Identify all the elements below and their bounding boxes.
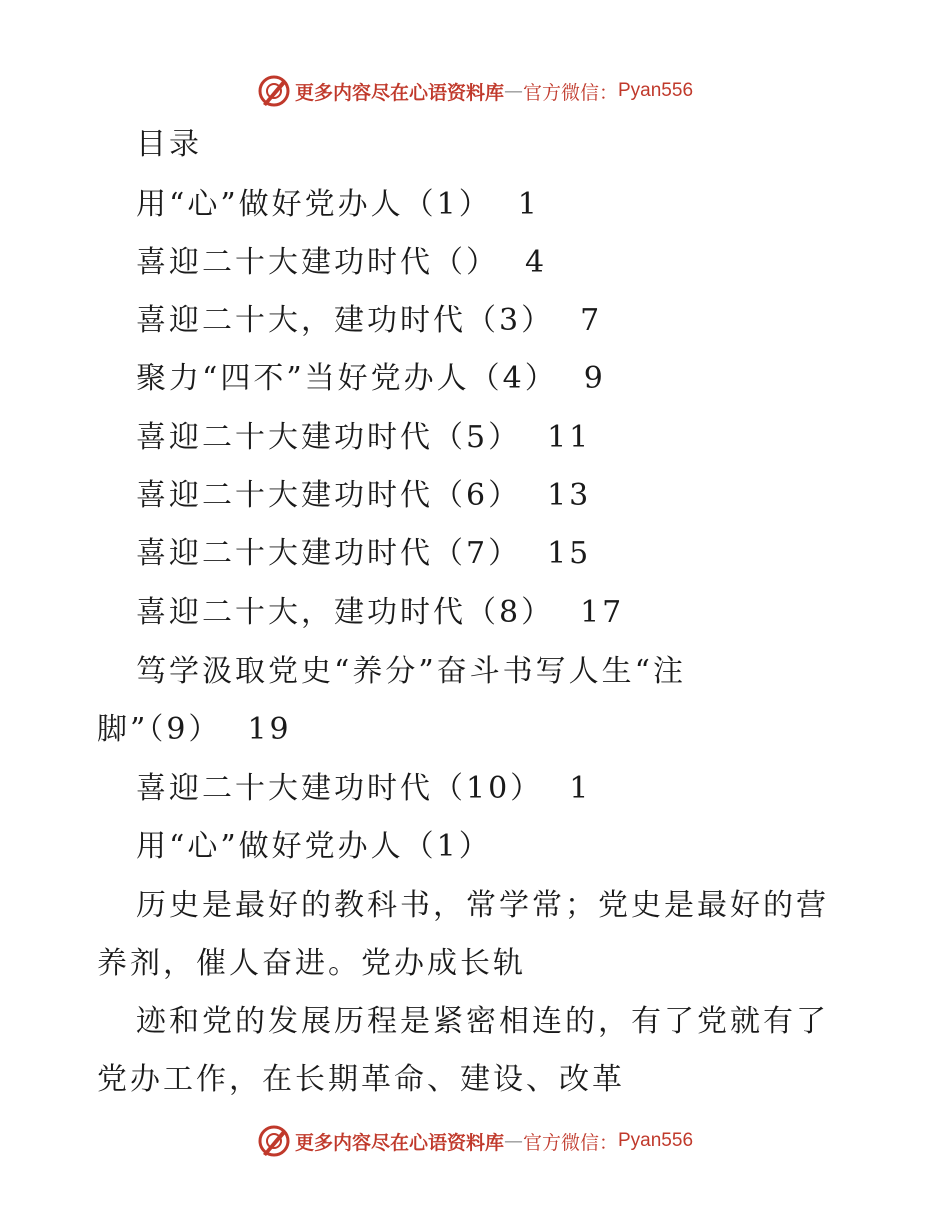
toc-entry-page: 1	[517, 187, 540, 222]
toc-entry[interactable]	[136, 476, 896, 516]
watermark-wechat-label: 官方微信：	[522, 81, 618, 104]
toc-entry-page: 9	[583, 361, 606, 396]
paragraph-2-line-2: 党办工作，在长期革命、建设、改革	[97, 1062, 625, 1097]
toc-entry[interactable]	[136, 534, 896, 574]
section-title: 用“心”做好党办人（1）	[136, 829, 492, 864]
paragraph-1-line-1: 历史是最好的教科书，常学常；党史是最好的营	[136, 888, 829, 923]
watermark-account: Pyan556	[618, 1130, 694, 1151]
paragraph-1-line-2: 养剂，催人奋进。党办成长轨	[97, 946, 526, 981]
toc-entry-title: 喜迎二十大，建功时代（8）	[136, 595, 555, 630]
toc-entry[interactable]	[136, 301, 896, 341]
quill-logo-icon	[257, 1124, 291, 1158]
toc-entry-long-line1[interactable]: 笃学汲取党史“养分”奋斗书写人生“注	[136, 654, 687, 689]
toc-entry-page: 7	[580, 303, 603, 338]
toc-entry-page: 13	[547, 478, 592, 513]
toc-entry-title: 喜迎二十大建功时代（7）	[136, 536, 522, 571]
toc-heading: 目录	[136, 127, 202, 162]
toc-entry-title: 喜迎二十大建功时代（5）	[136, 420, 522, 455]
toc-entry-title: 喜迎二十大，建功时代（3）	[136, 303, 555, 338]
watermark-brand: 更多内容尽在心语资料库	[294, 1131, 504, 1154]
toc-entry-title: 喜迎二十大建功时代（）	[136, 245, 499, 280]
toc-entry-title: 喜迎二十大建功时代（10）	[136, 771, 544, 806]
toc-entry[interactable]	[136, 769, 896, 809]
toc-entry-page: 17	[580, 595, 625, 630]
toc-entry[interactable]	[136, 185, 896, 225]
toc-entry-page: 4	[525, 245, 548, 280]
watermark-wechat-label: 官方微信：	[522, 1131, 618, 1154]
toc-entry-title: 脚”（9）	[97, 712, 222, 747]
watermark-brand: 更多内容尽在心语资料库	[294, 81, 504, 104]
toc-entry[interactable]	[136, 243, 896, 283]
watermark-footer	[0, 1121, 950, 1161]
watermark-separator: —	[503, 80, 523, 102]
watermark-account: Pyan556	[618, 80, 694, 101]
toc-entry-page: 19	[247, 712, 292, 747]
toc-entry-page: 11	[547, 420, 592, 455]
toc-entry[interactable]	[136, 359, 896, 399]
toc-entry-long-line2[interactable]	[97, 710, 857, 750]
toc-entry[interactable]	[136, 418, 896, 458]
toc-entry[interactable]	[136, 593, 896, 633]
watermark-separator: —	[503, 1130, 523, 1152]
toc-entry-title: 喜迎二十大建功时代（6）	[136, 478, 522, 513]
toc-entry-title: 聚力“四不”当好党办人（4）	[136, 361, 558, 396]
watermark-header	[0, 71, 950, 111]
toc-entry-page: 1	[569, 771, 592, 806]
quill-logo-icon	[257, 74, 291, 108]
toc-entry-page: 15	[547, 536, 592, 571]
paragraph-2-line-1: 迹和党的发展历程是紧密相连的，有了党就有了	[136, 1004, 829, 1039]
toc-entry-title: 用“心”做好党办人（1）	[136, 187, 492, 222]
